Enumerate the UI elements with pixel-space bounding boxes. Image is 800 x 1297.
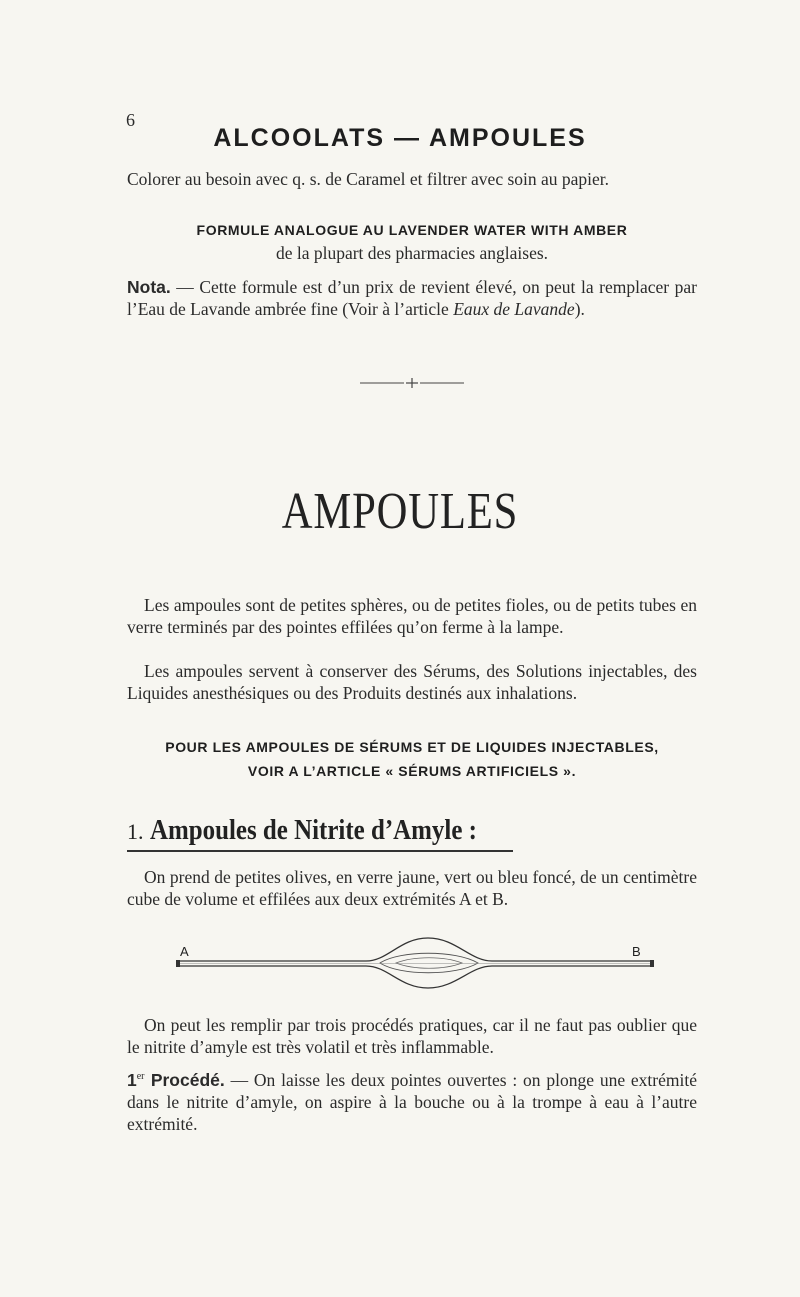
procedure-1-paragraph bbox=[127, 1066, 697, 1135]
ornament-divider bbox=[360, 377, 464, 389]
ampoule-diagram bbox=[170, 928, 660, 992]
section-1-paragraph-2: On peut les remplir par trois procédés pratiques, car il ne faut pas oublier que le nitrite d’amyle est très volatil et très inflammable. bbox=[127, 1015, 697, 1057]
nota-label: Nota. bbox=[127, 277, 171, 297]
section-1-number: 1. bbox=[127, 819, 144, 844]
nota-reference: Eaux de Lavande bbox=[453, 299, 575, 319]
diagram-label-b: B bbox=[632, 944, 641, 959]
page-number: 6 bbox=[126, 110, 135, 130]
intro-paragraph: Colorer au besoin avec q. s. de Caramel et filtrer avec soin au papier. bbox=[127, 169, 610, 189]
serum-note-line-1: POUR LES AMPOULES DE SÉRUMS ET DE LIQUIDES INJECTABLES, bbox=[165, 739, 659, 755]
section-1-underline bbox=[127, 850, 513, 852]
analog-heading: FORMULE ANALOGUE AU LAVENDER WATER WITH AMBER bbox=[196, 222, 628, 238]
procedure-1-label: Procédé. bbox=[144, 1069, 225, 1090]
diagram-label-a: A bbox=[180, 944, 189, 959]
section-1-title: Ampoules de Nitrite d’Amyle : bbox=[149, 814, 477, 846]
main-title: AMPOULES bbox=[281, 483, 519, 540]
nota-text: — Cette formule est d’un prix de revient élevé, on peut la remplacer par l’Eau de Lavande ambrée fine (Voir à l’article bbox=[127, 277, 697, 319]
procedure-1-text: — On laisse les deux pointes ouvertes : on plonge une extrémité dans le nitrite d’amyle, on aspire à la bouche ou à la trompe à eau à l’autre extrémité. bbox=[127, 1069, 697, 1134]
section-1-paragraph-1: On prend de petites olives, en verre jaune, vert ou bleu foncé, de un centimètre cube de volume et effilées aux deux extrémités A et B. bbox=[127, 867, 697, 909]
procedure-1-ordinal: er bbox=[136, 1071, 145, 1082]
running-title: ALCOOLATS — AMPOULES bbox=[213, 124, 587, 152]
serum-note-line-2: VOIR A L’ARTICLE « SÉRUMS ARTIFICIELS ». bbox=[247, 763, 577, 779]
procedure-1-number: 1 bbox=[127, 1069, 137, 1090]
analog-subheading: de la plupart des pharmacies anglaises. bbox=[275, 243, 549, 263]
section-1-heading bbox=[127, 814, 530, 847]
body-paragraph-1: Les ampoules sont de petites sphères, ou de petites fioles, ou de petits tubes en verre terminés par des pointes effilées qu’on ferme à la lampe. bbox=[127, 595, 697, 637]
body-paragraph-2: Les ampoules servent à conserver des Sérums, des Solutions injectables, des Liquides anesthésiques ou des Produits destinés aux inhalations. bbox=[127, 661, 697, 703]
nota-end: ). bbox=[574, 299, 585, 319]
nota-paragraph bbox=[127, 276, 697, 320]
